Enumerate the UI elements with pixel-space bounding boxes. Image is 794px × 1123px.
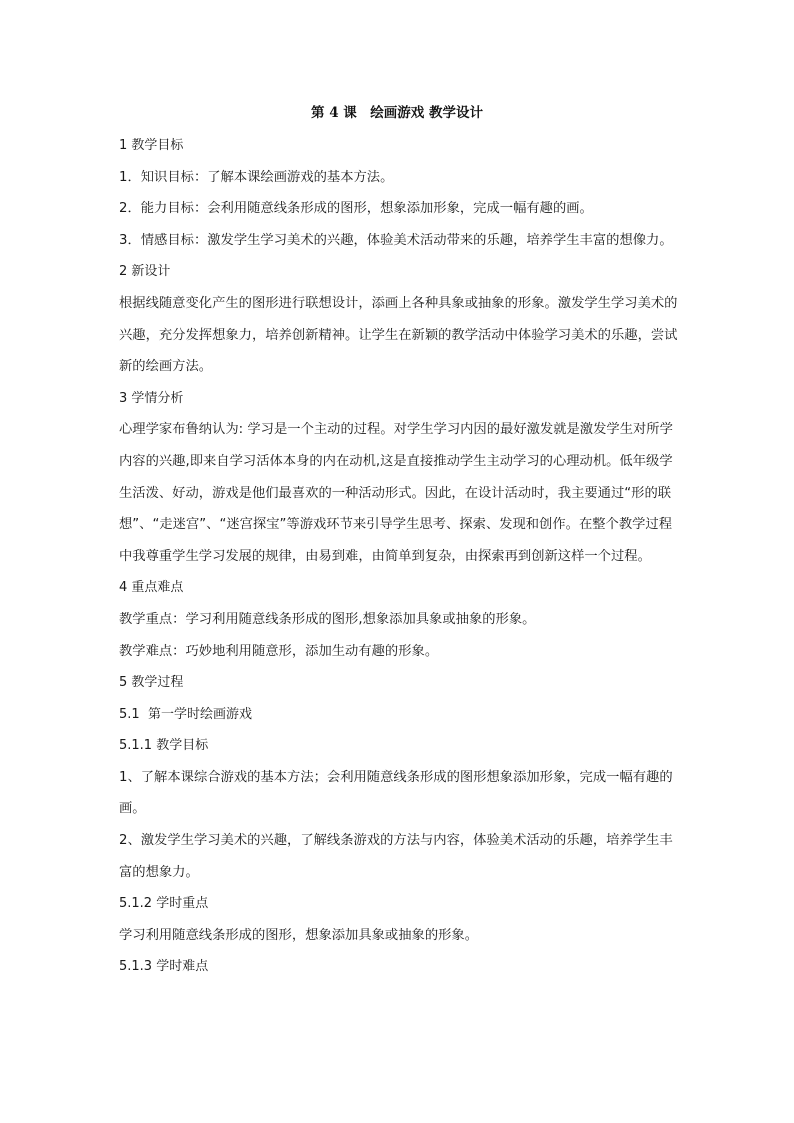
objective-ability: 2．能力目标：会利用随意线条形成的图形，想象添加形象，完成一幅有趣的画。 — [119, 201, 593, 217]
section-heading-design: 2 新设计 — [119, 264, 171, 280]
lesson-focus-heading: 5.1.2 学时重点 — [119, 896, 209, 912]
lesson-goal-1: 1、了解本课综合游戏的基本方法；会利用随意线条形成的图形想象添加形象，完成一幅有趣的画。 — [119, 769, 673, 817]
objective-knowledge: 1．知识目标：了解本课绘画游戏的基本方法。 — [119, 169, 394, 185]
teaching-focus: 教学重点：学习利用随意线条形成的图形,想象添加具象或抽象的形象。 — [119, 611, 536, 627]
section-heading-keypoints: 4 重点难点 — [119, 580, 184, 596]
objective-emotion: 3．情感目标：激发学生学习美术的兴趣，体验美术活动带来的乐趣，培养学生丰富的想像力。 — [119, 232, 673, 248]
section-heading-analysis: 3 学情分析 — [119, 390, 184, 406]
lesson-goals-heading: 5.1.1 教学目标 — [119, 738, 209, 754]
lesson-heading: 5.1 第一学时绘画游戏 — [119, 706, 252, 722]
lesson-focus-text: 学习利用随意线条形成的图形，想象添加具象或抽象的形象。 — [119, 927, 479, 943]
section-heading-process: 5 教学过程 — [119, 675, 184, 691]
section-heading-objectives: 1 教学目标 — [119, 138, 184, 153]
document-title: 第 4 课 绘画游戏 教学设计 — [311, 105, 483, 121]
teaching-difficulty: 教学难点：巧妙地利用随意形，添加生动有趣的形象。 — [119, 643, 439, 659]
design-paragraph: 根据线随意变化产生的图形进行联想设计，添画上各种具象或抽象的形象。激发学生学习美术的兴趣，充分发挥想象力，培养创新精神。让学生在新颖的教学活动中体验学习美术的乐趣，尝试新的绘画方法。 — [119, 295, 678, 375]
document-body — [119, 130, 683, 983]
analysis-paragraph: 心理学家布鲁纳认为: 学习是一个主动的过程。对学生学习内因的最好激发就是激发学生对所学内容的兴趣,即来自学习活体本身的内在动机,这是直接推动学生主动学习的心理动机。低年级学生活泼、好动，游戏是他们最喜欢的一种活动形式。因此，在设计活动时，我主要通过“形的联想”、“走迷宫”、“迷宫探宝”等游戏环节来引导学生思考、探索、发现和创作。在整个教学过程中我尊重学生学习发展的规律，由易到难，由简单到复杂，由探索再到创新这样一个过程。 — [119, 422, 673, 564]
lesson-difficulty-heading: 5.1.3 学时难点 — [119, 959, 209, 975]
lesson-goal-2: 2、激发学生学习美术的兴趣，了解线条游戏的方法与内容，体验美术活动的乐趣，培养学生丰富的想象力。 — [119, 833, 673, 880]
